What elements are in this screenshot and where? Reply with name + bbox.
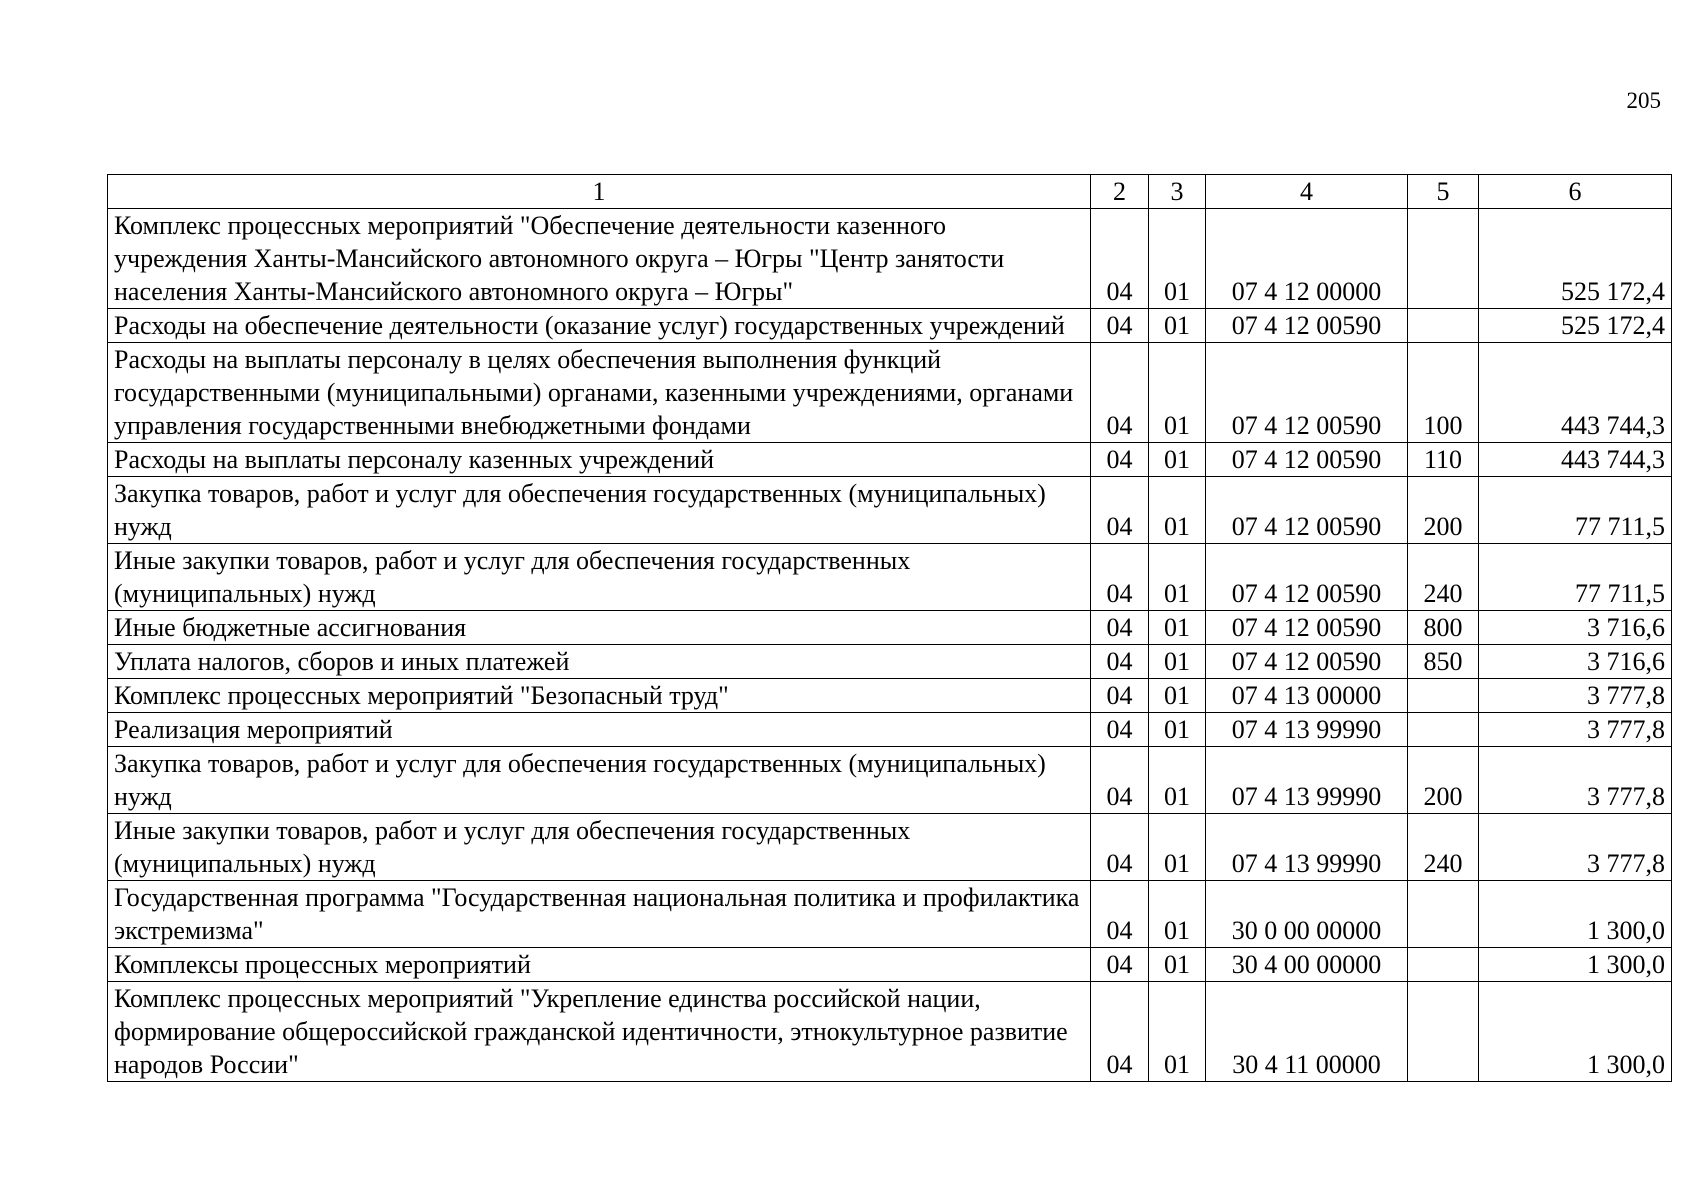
table-row xyxy=(108,343,1672,443)
table-row xyxy=(108,982,1672,1082)
target-article-code: 07 4 13 99990 xyxy=(1206,747,1408,814)
item-name: Реализация мероприятий xyxy=(108,713,1091,747)
target-article-code: 30 4 00 00000 xyxy=(1206,948,1408,982)
table-row xyxy=(108,544,1672,611)
column-header-6: 6 xyxy=(1479,175,1672,209)
target-article-code: 07 4 12 00590 xyxy=(1206,477,1408,544)
table-row xyxy=(108,679,1672,713)
amount: 3 777,8 xyxy=(1479,814,1672,881)
target-article-code: 07 4 12 00590 xyxy=(1206,343,1408,443)
section-code: 04 xyxy=(1091,881,1149,948)
budget-table xyxy=(107,174,1672,1082)
amount: 3 716,6 xyxy=(1479,645,1672,679)
column-number-row xyxy=(108,175,1672,209)
table-row xyxy=(108,309,1672,343)
target-article-code: 30 4 11 00000 xyxy=(1206,982,1408,1082)
expense-type-code xyxy=(1408,948,1479,982)
subsection-code: 01 xyxy=(1149,982,1206,1082)
expense-type-code xyxy=(1408,209,1479,309)
target-article-code: 07 4 12 00590 xyxy=(1206,309,1408,343)
target-article-code: 07 4 12 00000 xyxy=(1206,209,1408,309)
target-article-code: 07 4 12 00590 xyxy=(1206,611,1408,645)
table-row xyxy=(108,645,1672,679)
expense-type-code: 200 xyxy=(1408,747,1479,814)
expense-type-code xyxy=(1408,713,1479,747)
target-article-code: 07 4 12 00590 xyxy=(1206,645,1408,679)
amount: 525 172,4 xyxy=(1479,209,1672,309)
subsection-code: 01 xyxy=(1149,814,1206,881)
table-row xyxy=(108,948,1672,982)
amount: 77 711,5 xyxy=(1479,544,1672,611)
expense-type-code: 110 xyxy=(1408,443,1479,477)
column-header-5: 5 xyxy=(1408,175,1479,209)
subsection-code: 01 xyxy=(1149,881,1206,948)
item-name: Иные бюджетные ассигнования xyxy=(108,611,1091,645)
amount: 525 172,4 xyxy=(1479,309,1672,343)
item-name: Расходы на обеспечение деятельности (оказание услуг) государственных учреждений xyxy=(108,309,1091,343)
subsection-code: 01 xyxy=(1149,544,1206,611)
table-row xyxy=(108,209,1672,309)
item-name: Уплата налогов, сборов и иных платежей xyxy=(108,645,1091,679)
section-code: 04 xyxy=(1091,645,1149,679)
item-name: Государственная программа "Государственная национальная политика и профилактика экстремизма" xyxy=(108,881,1091,948)
subsection-code: 01 xyxy=(1149,343,1206,443)
expense-type-code: 100 xyxy=(1408,343,1479,443)
item-name: Расходы на выплаты персоналу в целях обеспечения выполнения функций государственными (муниципальными) органами, казенными учреждениями, органами управления государственными внебюджетными фондами xyxy=(108,343,1091,443)
subsection-code: 01 xyxy=(1149,948,1206,982)
section-code: 04 xyxy=(1091,814,1149,881)
target-article-code: 07 4 13 99990 xyxy=(1206,814,1408,881)
table-row xyxy=(108,881,1672,948)
amount: 1 300,0 xyxy=(1479,982,1672,1082)
table-row xyxy=(108,443,1672,477)
amount: 3 716,6 xyxy=(1479,611,1672,645)
subsection-code: 01 xyxy=(1149,309,1206,343)
table-row xyxy=(108,611,1672,645)
item-name: Закупка товаров, работ и услуг для обеспечения государственных (муниципальных) нужд xyxy=(108,747,1091,814)
section-code: 04 xyxy=(1091,309,1149,343)
section-code: 04 xyxy=(1091,544,1149,611)
section-code: 04 xyxy=(1091,209,1149,309)
table-row xyxy=(108,747,1672,814)
expense-type-code xyxy=(1408,982,1479,1082)
expense-type-code: 200 xyxy=(1408,477,1479,544)
subsection-code: 01 xyxy=(1149,443,1206,477)
column-header-2: 2 xyxy=(1091,175,1149,209)
section-code: 04 xyxy=(1091,982,1149,1082)
section-code: 04 xyxy=(1091,747,1149,814)
table-row xyxy=(108,477,1672,544)
expense-type-code: 800 xyxy=(1408,611,1479,645)
section-code: 04 xyxy=(1091,477,1149,544)
section-code: 04 xyxy=(1091,679,1149,713)
column-header-3: 3 xyxy=(1149,175,1206,209)
subsection-code: 01 xyxy=(1149,645,1206,679)
item-name: Комплекс процессных мероприятий "Безопасный труд" xyxy=(108,679,1091,713)
item-name: Комплекс процессных мероприятий "Обеспечение деятельности казенного учреждения Ханты-Мансийского автономного округа – Югры "Центр занятости населения Ханты-Мансийского автономного округа – Югры" xyxy=(108,209,1091,309)
page-number: 205 xyxy=(1626,88,1661,113)
expense-type-code xyxy=(1408,679,1479,713)
subsection-code: 01 xyxy=(1149,209,1206,309)
column-header-4: 4 xyxy=(1206,175,1408,209)
expense-type-code: 240 xyxy=(1408,544,1479,611)
item-name: Иные закупки товаров, работ и услуг для обеспечения государственных (муниципальных) нужд xyxy=(108,814,1091,881)
subsection-code: 01 xyxy=(1149,611,1206,645)
expense-type-code xyxy=(1408,309,1479,343)
table-row xyxy=(108,713,1672,747)
section-code: 04 xyxy=(1091,948,1149,982)
target-article-code: 07 4 13 99990 xyxy=(1206,713,1408,747)
subsection-code: 01 xyxy=(1149,747,1206,814)
expense-type-code xyxy=(1408,881,1479,948)
item-name: Комплекс процессных мероприятий "Укрепление единства российской нации, формирование общероссийской гражданской идентичности, этнокультурное развитие народов России" xyxy=(108,982,1091,1082)
item-name: Иные закупки товаров, работ и услуг для обеспечения государственных (муниципальных) нужд xyxy=(108,544,1091,611)
target-article-code: 07 4 13 00000 xyxy=(1206,679,1408,713)
amount: 77 711,5 xyxy=(1479,477,1672,544)
section-code: 04 xyxy=(1091,443,1149,477)
amount: 443 744,3 xyxy=(1479,343,1672,443)
amount: 3 777,8 xyxy=(1479,713,1672,747)
column-header-1: 1 xyxy=(108,175,1091,209)
subsection-code: 01 xyxy=(1149,713,1206,747)
target-article-code: 07 4 12 00590 xyxy=(1206,443,1408,477)
amount: 3 777,8 xyxy=(1479,679,1672,713)
target-article-code: 30 0 00 00000 xyxy=(1206,881,1408,948)
section-code: 04 xyxy=(1091,611,1149,645)
item-name: Комплексы процессных мероприятий xyxy=(108,948,1091,982)
amount: 443 744,3 xyxy=(1479,443,1672,477)
target-article-code: 07 4 12 00590 xyxy=(1206,544,1408,611)
expense-type-code: 240 xyxy=(1408,814,1479,881)
item-name: Расходы на выплаты персоналу казенных учреждений xyxy=(108,443,1091,477)
amount: 1 300,0 xyxy=(1479,881,1672,948)
section-code: 04 xyxy=(1091,343,1149,443)
subsection-code: 01 xyxy=(1149,679,1206,713)
amount: 1 300,0 xyxy=(1479,948,1672,982)
table-row xyxy=(108,814,1672,881)
amount: 3 777,8 xyxy=(1479,747,1672,814)
expense-type-code: 850 xyxy=(1408,645,1479,679)
item-name: Закупка товаров, работ и услуг для обеспечения государственных (муниципальных) нужд xyxy=(108,477,1091,544)
section-code: 04 xyxy=(1091,713,1149,747)
subsection-code: 01 xyxy=(1149,477,1206,544)
